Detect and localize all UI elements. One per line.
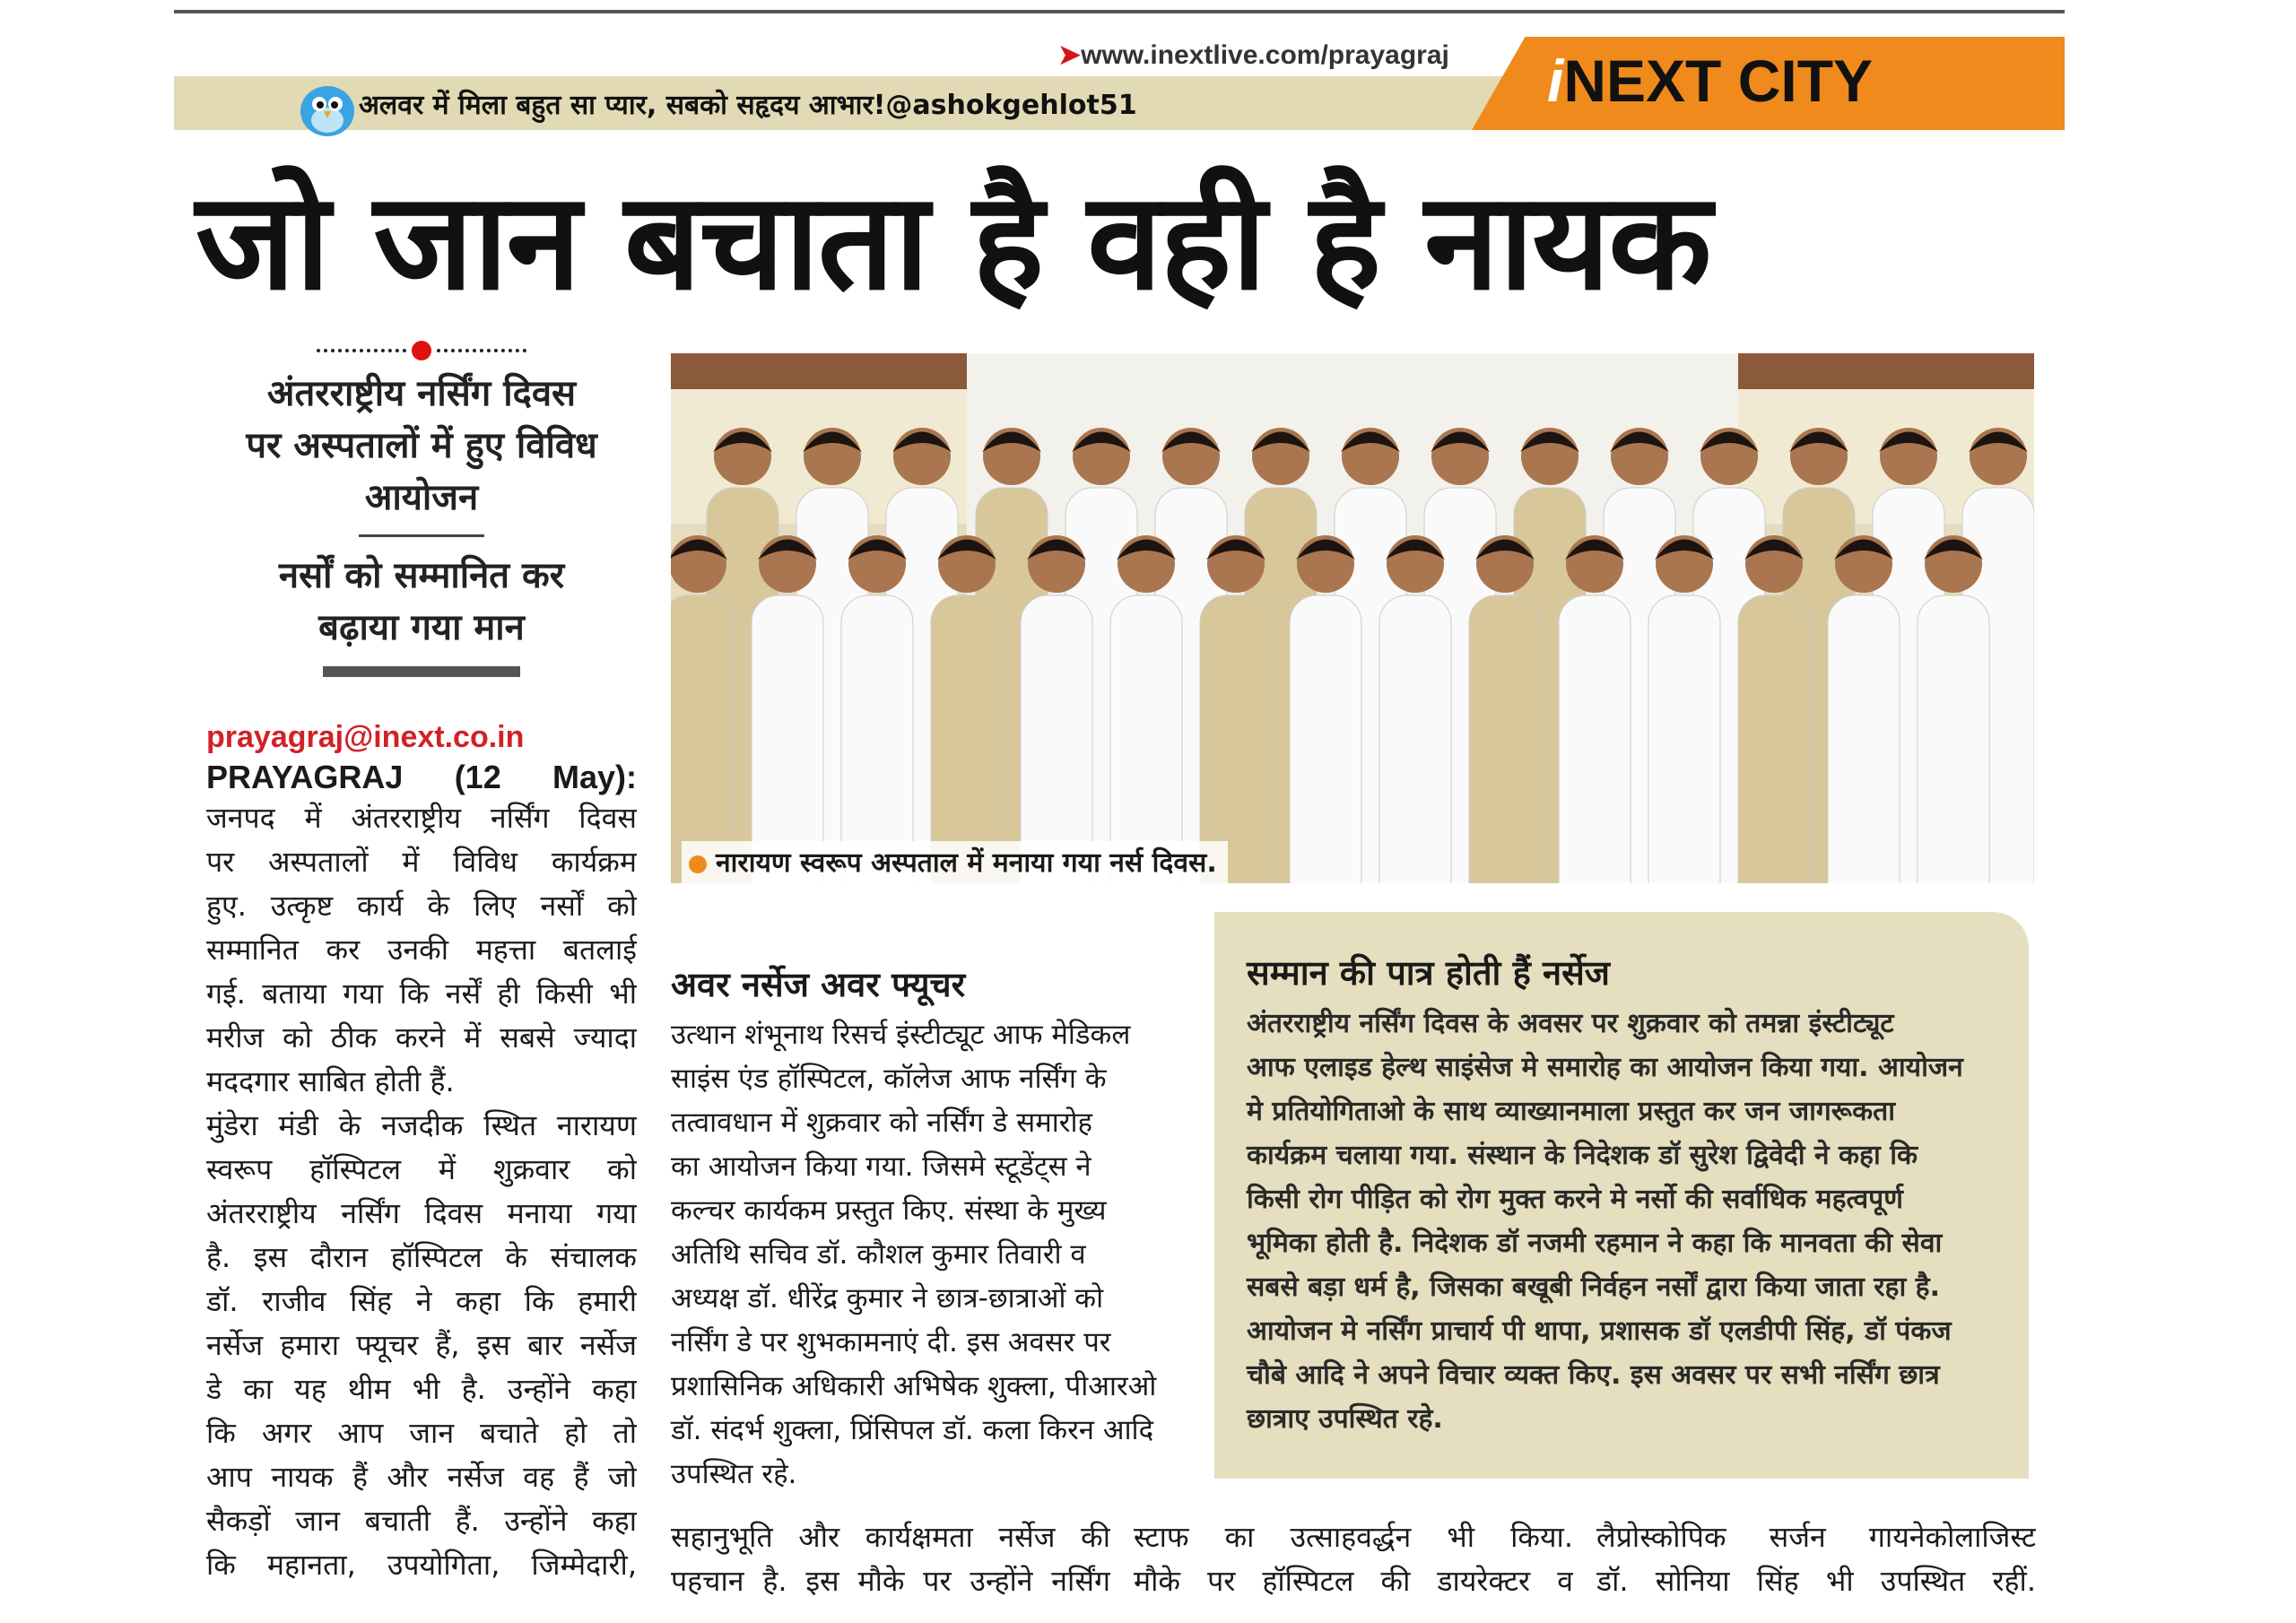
text-line: हुए. उत्कृष्ट कार्य के लिए नर्सों को	[206, 889, 637, 923]
text-line: लैप्रोस्कोपिक सर्जन गायनेकोलाजिस्ट	[1596, 1520, 2036, 1554]
text-line: सबसे बड़ा धर्म है, जिसका बखूबी निर्वहन नर्सों द्वारा किया जाता रहा है.	[1247, 1271, 1940, 1303]
person-body	[841, 595, 913, 883]
text-line: नर्सिंग डे पर शुभकामनाएं दी. इस अवसर पर	[671, 1326, 1111, 1358]
url-text: www.inextlive.com/prayagraj	[1081, 40, 1449, 70]
photo-image	[671, 353, 2034, 883]
brand-logo	[1547, 47, 1873, 115]
person-body	[671, 595, 734, 883]
highlight-box	[1214, 912, 2029, 1479]
text-line: आयोजन	[364, 477, 479, 518]
text-line: मरीज को ठीक करने में सबसे ज्यादा	[206, 1020, 637, 1055]
tweet-text: अलवर में मिला बहुत सा प्यार, सबको सहृदय आभार!@ashokgehlot51	[359, 90, 1137, 121]
left-body	[206, 796, 637, 1587]
box-body	[1247, 1002, 2002, 1441]
text-line: है. इस दौरान हॉस्पिटल के संचालक	[206, 1240, 637, 1274]
person-body	[1021, 595, 1092, 883]
text-line: आयोजन मे नर्सिंग प्राचार्य पी थापा, प्रशासक डॉ एलडीपी सिंह, डॉ पंकज	[1247, 1315, 1952, 1347]
divider-bar	[323, 666, 520, 677]
text-line: अंतरराष्ट्रीय नर्सिंग दिवस	[266, 373, 577, 414]
text-line: अंतरराष्ट्रीय नर्सिंग दिवस मनाया गया	[206, 1196, 637, 1230]
photo-caption	[682, 841, 1228, 883]
text-line: किसी रोग पीड़ित को रोग मुक्त करने मे नर्सो की सर्वाधिक महत्वपूर्ण	[1247, 1184, 1903, 1215]
group-photo	[671, 353, 2034, 883]
brand-name: NEXT CITY	[1563, 48, 1874, 114]
text-line: डॉ. संदर्भ शुक्ला, प्रिंसिपल डॉ. कला किरन आदि	[671, 1414, 1154, 1446]
text-line: अतिथि सचिव डॉ. कौशल कुमार तिवारी व	[671, 1238, 1086, 1271]
subheading-2	[206, 550, 637, 654]
text-line: जनपद में अंतरराष्ट्रीय नर्सिंग दिवस	[206, 801, 637, 835]
text-line: स्वरूप हॉस्पिटल में शुक्रवार को	[206, 1152, 637, 1186]
text-line: साइंस एंड हॉस्पिटल, कॉलेज आफ नर्सिंग के	[671, 1063, 1107, 1095]
text-line: तत्वावधान में शुक्रवार को नर्सिंग डे समारोह	[671, 1107, 1092, 1139]
dateline: PRAYAGRAJ (12 May):	[206, 759, 637, 795]
article-column-2	[671, 959, 1191, 1497]
top-rule	[174, 10, 2065, 13]
person-body	[1738, 595, 1810, 883]
text-line: कल्चर कार्यकम प्रस्तुत किए. संस्था के मुख्य	[671, 1194, 1107, 1227]
text-line: पहचान है. इस मौके पर उन्होंने नर्सिंग	[671, 1564, 1110, 1598]
text-line: नर्सेज हमारा फ्यूचर हैं, इस बार नर्सेज	[206, 1328, 637, 1362]
text-line: उपस्थित रहे.	[671, 1458, 797, 1490]
bottom-column-2	[1134, 1515, 1573, 1603]
divider	[359, 534, 484, 537]
text-line: प्रशासिनिक अधिकारी अभिषेक शुक्ला, पीआरओ	[671, 1370, 1157, 1402]
person-body	[1559, 595, 1631, 883]
person-body	[752, 595, 823, 883]
twitter-bird-icon	[291, 74, 363, 141]
person-body	[1918, 595, 1989, 883]
col2-body	[671, 1013, 1191, 1497]
person-body	[1290, 595, 1361, 883]
box-heading: सम्मान की पात्र होती हैं नर्सेज	[1247, 953, 1610, 993]
person-body	[1469, 595, 1541, 883]
text-line: चौबे आदि ने अपने विचार व्यक्त किए. इस अवसर पर सभी नर्सिंग छात्र	[1247, 1359, 1940, 1391]
email-link[interactable]: prayagraj@inext.co.in	[206, 720, 525, 754]
text-line: सैकड़ों जान बचाती हैं. उन्होंने कहा	[206, 1504, 637, 1538]
text-line: अंतरराष्ट्रीय नर्सिंग दिवस के अवसर पर शुक्रवार को तमन्ना इंस्टीट्यूट	[1247, 1008, 1894, 1039]
text-line: भूमिका होती है. निदेशक डॉ नजमी रहमान ने कहा कि मानवता की सेवा	[1247, 1228, 1943, 1259]
text-line: डॉ. राजीव सिंह ने कहा कि हमारी	[206, 1284, 637, 1318]
text-line: गई. बताया गया कि नर्सें ही किसी भी	[206, 976, 637, 1011]
text-line: बढ़ाया गया मान	[318, 607, 525, 648]
text-line: सम्मानित कर उनकी महत्ता बतलाई	[206, 933, 637, 967]
text-line: मुंडेरा मंडी के नजदीक स्थित नारायण	[206, 1108, 637, 1142]
bullet-icon	[689, 855, 707, 873]
text-line: अध्यक्ष डॉ. धीरेंद्र कुमार ने छात्र-छात्राओं को	[671, 1282, 1104, 1315]
text-line: का आयोजन किया गया. जिसमे स्टूडेंट्स ने	[671, 1150, 1091, 1183]
left-column	[206, 341, 637, 1587]
text-line: स्टाफ का उत्साहवर्द्धन भी किया.	[1134, 1520, 1573, 1554]
text-line: डे का यह थीम भी है. उन्होंने कहा	[206, 1372, 637, 1406]
arrow-icon: ➤	[1058, 40, 1082, 70]
text-line: छात्राए उपस्थित रहे.	[1247, 1403, 1443, 1435]
text-line: कि महानता, उपयोगिता, जिम्मेदारी,	[206, 1548, 637, 1582]
bottom-column-1	[671, 1515, 1110, 1603]
person-body	[1379, 595, 1451, 883]
text-line: पर अस्पतालों में विविध कार्यक्रम	[206, 845, 637, 879]
website-url	[1058, 39, 1449, 71]
text-line: नर्सों को सम्मानित कर	[278, 555, 565, 596]
text-line: आफ एलाइड हेल्थ साइंसेज मे समारोह का आयोजन किया गया. आयोजन	[1247, 1052, 1963, 1083]
subheading-1	[206, 368, 637, 524]
text-line: पर अस्पतालों में हुए विविध	[246, 425, 597, 466]
headline: जो जान बचाता है वही है नायक	[196, 164, 1710, 320]
text-line: कि अगर आप जान बचाते हो तो	[206, 1416, 637, 1450]
person-body	[931, 595, 1003, 883]
text-line: कार्यक्रम चलाया गया. संस्थान के निदेशक डॉ सुरेश द्विवेदी ने कहा कि	[1247, 1140, 1918, 1171]
text-line: डॉ. सोनिया सिंह भी उपस्थित रहीं.	[1596, 1564, 2036, 1598]
text-line: मौके पर हॉस्पिटल की डायरेक्टर व	[1134, 1564, 1573, 1598]
text-line: आप नायक हैं और नर्सेज वह हैं जो	[206, 1460, 637, 1494]
person-body	[1200, 595, 1272, 883]
bottom-column-3	[1596, 1515, 2036, 1603]
section-heading: अवर नर्सेज अवर फ्यूचर	[671, 965, 966, 1004]
caption-text: नारायण स्वरूप अस्पताल में मनाया गया नर्स दिवस.	[716, 847, 1217, 879]
person-body	[1828, 595, 1900, 883]
text-line: मददगार साबित होती हैं.	[206, 1064, 455, 1098]
person-body	[1648, 595, 1720, 883]
text-line: सहानुभूति और कार्यक्षमता नर्सेज की	[671, 1520, 1110, 1554]
text-line: उत्थान शंभूनाथ रिसर्च इंस्टीट्यूट आफ मेडिकल	[671, 1019, 1131, 1051]
text-line: मे प्रतियोगिताओ के साथ व्याख्यानमाला प्रस्तुत कर जन जागरूकता	[1247, 1096, 1896, 1127]
brand-i: i	[1547, 48, 1564, 114]
dot-divider	[206, 341, 637, 368]
person-body	[1110, 595, 1182, 883]
